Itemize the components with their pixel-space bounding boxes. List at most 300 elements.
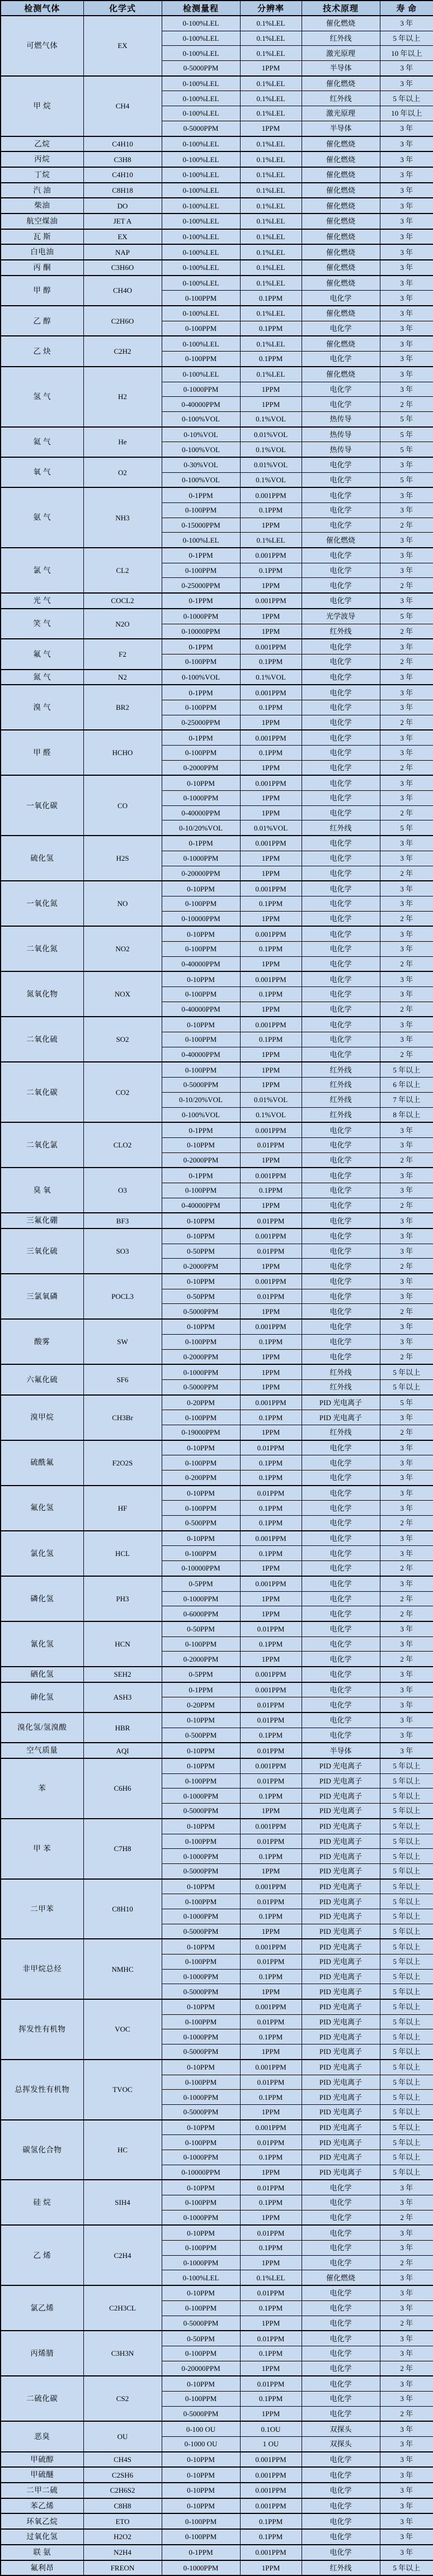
range-cell: 0-1PPM — [162, 2545, 240, 2560]
table-row — [1, 2120, 433, 2135]
principle-cell: 电化学 — [302, 1728, 380, 1743]
resolution-cell: 1PPM — [240, 2255, 302, 2270]
range-cell: 0-5000PPM — [162, 1304, 240, 1319]
life-cell: 3 年 — [380, 2529, 433, 2545]
resolution-cell: 1PPM — [240, 1259, 302, 1274]
range-cell: 0-10PPM — [162, 1819, 240, 1834]
gas-name-cell: 甲 醛 — [1, 730, 83, 775]
principle-cell: PID 光电离子 — [302, 1894, 380, 1909]
life-cell: 3 年 — [380, 2545, 433, 2560]
principle-cell: 催化燃烧 — [302, 214, 380, 229]
table-row — [1, 926, 433, 941]
principle-cell: 电化学 — [302, 1712, 380, 1728]
table-row — [1, 1819, 433, 1834]
resolution-cell: 0.01PPM — [240, 1137, 302, 1152]
resolution-cell: 0.1%VOL — [240, 1107, 302, 1122]
life-cell: 3 年 — [380, 214, 433, 229]
life-cell: 3 年 — [380, 2498, 433, 2514]
principle-cell: 电化学 — [302, 1697, 380, 1712]
life-cell: 5 年 — [380, 472, 433, 487]
resolution-cell: 1PPM — [240, 1364, 302, 1379]
life-cell: 3 年 — [380, 1319, 433, 1334]
formula-cell: HCHO — [83, 730, 162, 775]
life-cell: 3 年 — [380, 1032, 433, 1047]
range-cell: 0-30%VOL — [162, 457, 240, 472]
principle-cell: 电化学 — [302, 1183, 380, 1198]
principle-cell: 红外线 — [302, 624, 380, 639]
table-row — [1, 1319, 433, 1334]
principle-cell: 电化学 — [302, 1546, 380, 1561]
principle-cell: 电化学 — [302, 487, 380, 502]
life-cell: 3 年 — [380, 1636, 433, 1652]
range-cell: 0-10PPM — [162, 971, 240, 986]
range-cell: 0-1PPM — [162, 836, 240, 851]
gas-name-cell: 氯化氢 — [1, 1531, 83, 1576]
life-cell: 3 年 — [380, 1546, 433, 1561]
gas-name-cell: 苯 — [1, 1758, 83, 1819]
range-cell: 0-1000PPM — [162, 2090, 240, 2105]
life-cell: 3 年 — [380, 1697, 433, 1712]
formula-cell: F2O2S — [83, 1440, 162, 1486]
principle-cell: 电化学 — [302, 2225, 380, 2240]
life-cell: 3 年 — [380, 1410, 433, 1425]
principle-cell: 电化学 — [302, 926, 380, 941]
resolution-cell: 0.001PPM — [240, 487, 302, 502]
life-cell: 3 年 — [380, 167, 433, 183]
table-row — [1, 16, 433, 31]
life-cell: 3 年 — [380, 1743, 433, 1758]
table-row — [1, 1879, 433, 1894]
resolution-cell: 0.1PPM — [240, 1455, 302, 1470]
life-cell: 3 年 — [380, 1576, 433, 1591]
table-row — [1, 2285, 433, 2300]
formula-cell: C2H2 — [83, 336, 162, 366]
principle-cell: PID 光电离子 — [302, 2120, 380, 2135]
formula-cell: AQI — [83, 1743, 162, 1758]
table-row — [1, 2421, 433, 2436]
principle-cell: PID 光电离子 — [302, 1804, 380, 1819]
principle-cell: 电化学 — [302, 1531, 380, 1546]
gas-name-cell: 硒化氢 — [1, 1667, 83, 1682]
range-cell: 0-1000PPM — [162, 1849, 240, 1864]
resolution-cell: 1PPM — [240, 760, 302, 775]
formula-cell: C4H10 — [83, 167, 162, 183]
resolution-cell: 1PPM — [240, 1349, 302, 1364]
table-row — [1, 2498, 433, 2514]
principle-cell: 电化学 — [302, 1168, 380, 1183]
resolution-cell: 0.1PPM — [240, 2241, 302, 2256]
gas-name-cell: 一氧化氮 — [1, 881, 83, 926]
range-cell: 0-100%VOL — [162, 472, 240, 487]
resolution-cell: 0.1%LEL — [240, 136, 302, 152]
principle-cell: 电化学 — [302, 397, 380, 412]
resolution-cell: 0.1PPM — [240, 1410, 302, 1425]
range-cell: 0-40000PPM — [162, 1198, 240, 1213]
table-row — [1, 214, 433, 229]
life-cell: 5 年以上 — [380, 91, 433, 106]
resolution-cell: 1PPM — [240, 624, 302, 639]
principle-cell: 红外线 — [302, 820, 380, 836]
range-cell: 0-25000PPM — [162, 578, 240, 593]
gas-name-cell: 汽 油 — [1, 183, 83, 198]
gas-name-cell: 挥发性有机物 — [1, 1999, 83, 2060]
gas-name-cell: 丙 酮 — [1, 260, 83, 276]
principle-cell: 激光原理 — [302, 46, 380, 61]
resolution-cell: 1PPM — [240, 805, 302, 820]
life-cell: 3 年 — [380, 836, 433, 851]
life-cell: 2 年 — [380, 911, 433, 926]
gas-name-cell: 航空煤油 — [1, 214, 83, 229]
gas-name-cell: 过氧化氢 — [1, 2529, 83, 2545]
gas-name-cell: 硫酰氟 — [1, 1440, 83, 1486]
life-cell: 2 年 — [380, 1652, 433, 1667]
resolution-cell: 0.01%VOL — [240, 427, 302, 442]
formula-cell: CO2 — [83, 1062, 162, 1122]
range-cell: 0-100PPM — [162, 1546, 240, 1561]
life-cell: 3 年 — [380, 1274, 433, 1289]
life-cell: 3 年 — [380, 306, 433, 321]
formula-cell: O2 — [83, 457, 162, 487]
gas-name-cell: 环氧乙烷 — [1, 2513, 83, 2529]
life-cell: 5 年以上 — [380, 2044, 433, 2060]
formula-cell: C4H10 — [83, 136, 162, 152]
range-cell: 0-100PPM — [162, 352, 240, 367]
table-row — [1, 151, 433, 167]
resolution-cell: 0.1%LEL — [240, 276, 302, 291]
range-cell: 0-100%LEL — [162, 167, 240, 183]
resolution-cell: 0.1PPM — [240, 896, 302, 911]
range-cell: 0-10PPM — [162, 1319, 240, 1334]
principle-cell: 双探头 — [302, 2421, 380, 2436]
life-cell: 5 年以上 — [380, 2120, 433, 2135]
range-cell: 0-10PPM — [162, 775, 240, 790]
range-cell: 0-1PPM — [162, 685, 240, 700]
range-cell: 0-100PPM — [162, 1183, 240, 1198]
resolution-cell: 0.001PPM — [240, 2452, 302, 2468]
range-cell: 0-100PPM — [162, 1954, 240, 1970]
life-cell: 3 年 — [380, 670, 433, 685]
life-cell: 3 年 — [380, 2467, 433, 2483]
formula-cell: PH3 — [83, 1576, 162, 1621]
formula-cell: NH3 — [83, 487, 162, 548]
range-cell: 0-1000PPM — [162, 1969, 240, 1984]
life-cell: 3 年 — [380, 1168, 433, 1183]
life-cell: 2 年 — [380, 866, 433, 881]
resolution-cell: 0.1%LEL — [240, 46, 302, 61]
table-row — [1, 336, 433, 351]
principle-cell: PID 光电离子 — [302, 1789, 380, 1804]
gas-name-cell: 氟 气 — [1, 639, 83, 669]
principle-cell: PID 光电离子 — [302, 1834, 380, 1849]
life-cell: 5 年 — [380, 609, 433, 624]
range-cell: 0-10PPM — [162, 2120, 240, 2135]
life-cell: 2 年 — [380, 1561, 433, 1576]
life-cell: 3 年 — [380, 76, 433, 91]
range-cell: 0-100%LEL — [162, 306, 240, 321]
life-cell: 3 年 — [380, 1486, 433, 1501]
life-cell: 2 年 — [380, 1591, 433, 1606]
life-cell: 7 年以上 — [380, 1092, 433, 1107]
resolution-cell: 0.1PPM — [240, 700, 302, 715]
range-cell: 0-100PPM — [162, 321, 240, 336]
principle-cell: 红外线 — [302, 2560, 380, 2576]
life-cell: 3 年 — [380, 2180, 433, 2195]
life-cell: 3 年 — [380, 1728, 433, 1743]
resolution-cell: 1PPM — [240, 1078, 302, 1093]
range-cell: 0-100%VOL — [162, 670, 240, 685]
principle-cell: 催化燃烧 — [302, 167, 380, 183]
formula-cell: SW — [83, 1319, 162, 1364]
life-cell: 3 年 — [380, 1531, 433, 1546]
life-cell: 2 年 — [380, 2406, 433, 2421]
range-cell: 0-10PPM — [162, 1017, 240, 1032]
life-cell: 3 年 — [380, 121, 433, 136]
life-cell: 3 年 — [380, 382, 433, 397]
resolution-cell: 0.001PPM — [240, 1017, 302, 1032]
resolution-cell: 0.1PPM — [240, 1516, 302, 1531]
range-cell: 0-100PPM — [162, 1062, 240, 1077]
life-cell: 3 年 — [380, 1289, 433, 1304]
principle-cell: 红外线 — [302, 1062, 380, 1077]
principle-cell: 催化燃烧 — [302, 151, 380, 167]
principle-cell: PID 光电离子 — [302, 1773, 380, 1789]
principle-cell: 电化学 — [302, 548, 380, 563]
range-cell: 0-2000PPM — [162, 1349, 240, 1364]
range-cell: 0-100%LEL — [162, 183, 240, 198]
principle-cell: 电化学 — [302, 1002, 380, 1017]
principle-cell: PID 光电离子 — [302, 1999, 380, 2014]
resolution-cell: 0.01%VOL — [240, 457, 302, 472]
formula-cell: C8H10 — [83, 1879, 162, 1939]
life-cell: 5 年以上 — [380, 1969, 433, 1984]
resolution-cell: 0.001PPM — [240, 1228, 302, 1244]
life-cell: 3 年 — [380, 563, 433, 578]
resolution-cell: 0.1PPM — [240, 503, 302, 518]
range-cell: 0-1PPM — [162, 548, 240, 563]
life-cell: 3 年 — [380, 1213, 433, 1228]
life-cell: 5 年 — [380, 820, 433, 836]
principle-cell: 热传导 — [302, 411, 380, 426]
table-row — [1, 2483, 433, 2498]
range-cell: 0-100%LEL — [162, 260, 240, 276]
resolution-cell: 0.001PPM — [240, 2483, 302, 2498]
table-row — [1, 1667, 433, 1682]
resolution-cell: 0.001PPM — [240, 1122, 302, 1137]
range-cell: 0-1000 OU — [162, 2437, 240, 2452]
principle-cell: 电化学 — [302, 1652, 380, 1667]
life-cell: 3 年 — [380, 2225, 433, 2240]
principle-cell: 电化学 — [302, 866, 380, 881]
life-cell: 5 年以上 — [380, 1894, 433, 1909]
resolution-cell: 0.01PPM — [240, 1213, 302, 1228]
principle-cell: 电化学 — [302, 593, 380, 609]
principle-cell: PID 光电离子 — [302, 2044, 380, 2060]
range-cell: 0-10000PPM — [162, 911, 240, 926]
life-cell: 3 年 — [380, 183, 433, 198]
table-row — [1, 593, 433, 609]
gas-name-cell: 六氟化硫 — [1, 1364, 83, 1394]
principle-cell: 电化学 — [302, 911, 380, 926]
gas-name-cell: 乙烷 — [1, 136, 83, 152]
gas-name-cell: 非甲烷总烃 — [1, 1939, 83, 1999]
table-row — [1, 881, 433, 896]
resolution-cell: 0.001PPM — [240, 1999, 302, 2014]
principle-cell: PID 光电离子 — [302, 1924, 380, 1939]
range-cell: 0-100PPM — [162, 1455, 240, 1470]
life-cell: 3 年 — [380, 1228, 433, 1244]
range-cell: 0-100PPM — [162, 2513, 240, 2529]
resolution-cell: 0.1%LEL — [240, 167, 302, 183]
range-cell: 0-1PPM — [162, 1682, 240, 1697]
resolution-cell: 0.001PPM — [240, 1819, 302, 1834]
principle-cell: 双探头 — [302, 2437, 380, 2452]
principle-cell: 红外线 — [302, 1078, 380, 1093]
table-row — [1, 1395, 433, 1410]
range-cell: 0-100PPM — [162, 1032, 240, 1047]
resolution-cell: 0.01PPM — [240, 1954, 302, 1970]
range-cell: 0-1000PPM — [162, 2029, 240, 2044]
formula-cell: NMHC — [83, 1939, 162, 1999]
gas-name-cell: 联 氨 — [1, 2545, 83, 2560]
principle-cell: 红外线 — [302, 91, 380, 106]
life-cell: 3 年 — [380, 503, 433, 518]
life-cell: 3 年 — [380, 16, 433, 31]
resolution-cell: 0.1%LEL — [240, 533, 302, 548]
resolution-cell: 0.1PPM — [240, 2029, 302, 2044]
principle-cell: 电化学 — [302, 1274, 380, 1289]
resolution-cell: 0.1PPM — [240, 321, 302, 336]
resolution-cell: 1PPM — [240, 1804, 302, 1819]
principle-cell: 电化学 — [302, 1667, 380, 1682]
resolution-cell: 1PPM — [240, 1062, 302, 1077]
formula-cell: H2O2 — [83, 2529, 162, 2545]
life-cell: 3 年 — [380, 2270, 433, 2285]
gas-name-cell: 酸雾 — [1, 1319, 83, 1364]
life-cell: 5 年以上 — [380, 1804, 433, 1819]
gas-name-cell: 氮 气 — [1, 670, 83, 685]
life-cell: 5 年以上 — [380, 2135, 433, 2150]
life-cell: 2 年 — [380, 805, 433, 820]
range-cell: 0-100PPM — [162, 2300, 240, 2316]
gas-name-cell: 三氧化硫 — [1, 1228, 83, 1274]
resolution-cell: 0.1%LEL — [240, 183, 302, 198]
table-row — [1, 2513, 433, 2529]
resolution-cell: 0.001PPM — [240, 639, 302, 654]
principle-cell: PID 光电离子 — [302, 2165, 380, 2180]
formula-cell: FREON — [83, 2560, 162, 2576]
life-cell: 3 年 — [380, 1137, 433, 1152]
range-cell: 0-100PPM — [162, 2075, 240, 2090]
formula-cell: C2H4 — [83, 2225, 162, 2285]
life-cell: 3 年 — [380, 1183, 433, 1198]
gas-name-cell: 甲 苯 — [1, 1819, 83, 1879]
gas-name-cell: 二氧化氮 — [1, 926, 83, 971]
range-cell: 0-100%LEL — [162, 46, 240, 61]
resolution-cell: 0.1PPM — [240, 1546, 302, 1561]
table-row — [1, 2529, 433, 2545]
resolution-cell: 0.001PPM — [240, 775, 302, 790]
resolution-cell: 0.001PPM — [240, 593, 302, 609]
gas-name-cell: 瓦 斯 — [1, 229, 83, 245]
resolution-cell: 1PPM — [240, 1591, 302, 1606]
resolution-cell: 0.01PPM — [240, 2331, 302, 2346]
range-cell: 0-100PPM — [162, 1501, 240, 1516]
principle-cell: 电化学 — [302, 2452, 380, 2468]
range-cell: 0-100%LEL — [162, 76, 240, 91]
resolution-cell: 0.1%LEL — [240, 260, 302, 276]
principle-cell: PID 光电离子 — [302, 1849, 380, 1864]
range-cell: 0-100PPM — [162, 2195, 240, 2210]
gas-name-cell: 柴油 — [1, 198, 83, 214]
life-cell: 3 年 — [380, 136, 433, 152]
range-cell: 0-500PPM — [162, 1516, 240, 1531]
resolution-cell: 0.1OU — [240, 2421, 302, 2436]
life-cell: 5 年 — [380, 411, 433, 426]
gas-name-cell: 氯 气 — [1, 548, 83, 593]
resolution-cell: 0.01PPM — [240, 1289, 302, 1304]
principle-cell: 催化燃烧 — [302, 244, 380, 260]
resolution-cell: 1PPM — [240, 1606, 302, 1621]
header-technical-principle: 技术原理 — [302, 1, 380, 16]
gas-name-cell: 二氧化碳 — [1, 1062, 83, 1122]
table-row — [1, 2225, 433, 2240]
resolution-cell: 0.01PPM — [240, 2376, 302, 2391]
table-row — [1, 2376, 433, 2391]
table-row — [1, 427, 433, 442]
principle-cell: 电化学 — [302, 2483, 380, 2498]
range-cell: 0-5000PPM — [162, 1984, 240, 1999]
resolution-cell: 0.001PPM — [240, 2060, 302, 2075]
resolution-cell: 0.001PPM — [240, 2467, 302, 2483]
resolution-cell: 1PPM — [240, 1863, 302, 1878]
principle-cell: 电化学 — [302, 1606, 380, 1621]
gas-name-cell: 恶臭 — [1, 2421, 83, 2451]
table-row — [1, 1576, 433, 1591]
resolution-cell: 0.01PPM — [240, 1773, 302, 1789]
table-row — [1, 1621, 433, 1636]
formula-cell: DO — [83, 198, 162, 214]
resolution-cell: 0.001PPM — [240, 2120, 302, 2135]
gas-name-cell: 丙烯腈 — [1, 2331, 83, 2376]
principle-cell: 电化学 — [302, 1137, 380, 1152]
range-cell: 0-10PPM — [162, 1999, 240, 2014]
range-cell: 0-100%LEL — [162, 336, 240, 351]
resolution-cell: 0.1%VOL — [240, 670, 302, 685]
resolution-cell: 0.01PPM — [240, 2225, 302, 2240]
range-cell: 0-100PPM — [162, 896, 240, 911]
principle-cell: 催化燃烧 — [302, 136, 380, 152]
table-row — [1, 609, 433, 624]
life-cell: 3 年 — [380, 151, 433, 167]
resolution-cell: 1PPM — [240, 1047, 302, 1062]
resolution-cell: 0.1PPM — [240, 1470, 302, 1486]
table-row — [1, 136, 433, 152]
resolution-cell: 0.1PPM — [240, 2300, 302, 2316]
resolution-cell: 1PPM — [240, 1652, 302, 1667]
principle-cell: PID 光电离子 — [302, 1410, 380, 1425]
gas-name-cell: 磷化氢 — [1, 1576, 83, 1621]
resolution-cell: 1PPM — [240, 1304, 302, 1319]
principle-cell: 红外线 — [302, 31, 380, 46]
principle-cell: 电化学 — [302, 1032, 380, 1047]
life-cell: 2 年 — [380, 578, 433, 593]
life-cell: 5 年以上 — [380, 1773, 433, 1789]
resolution-cell: 1PPM — [240, 2316, 302, 2331]
formula-cell: N2H4 — [83, 2545, 162, 2560]
resolution-cell: 0.1%LEL — [240, 367, 302, 382]
principle-cell: 电化学 — [302, 578, 380, 593]
formula-cell: ETO — [83, 2513, 162, 2529]
